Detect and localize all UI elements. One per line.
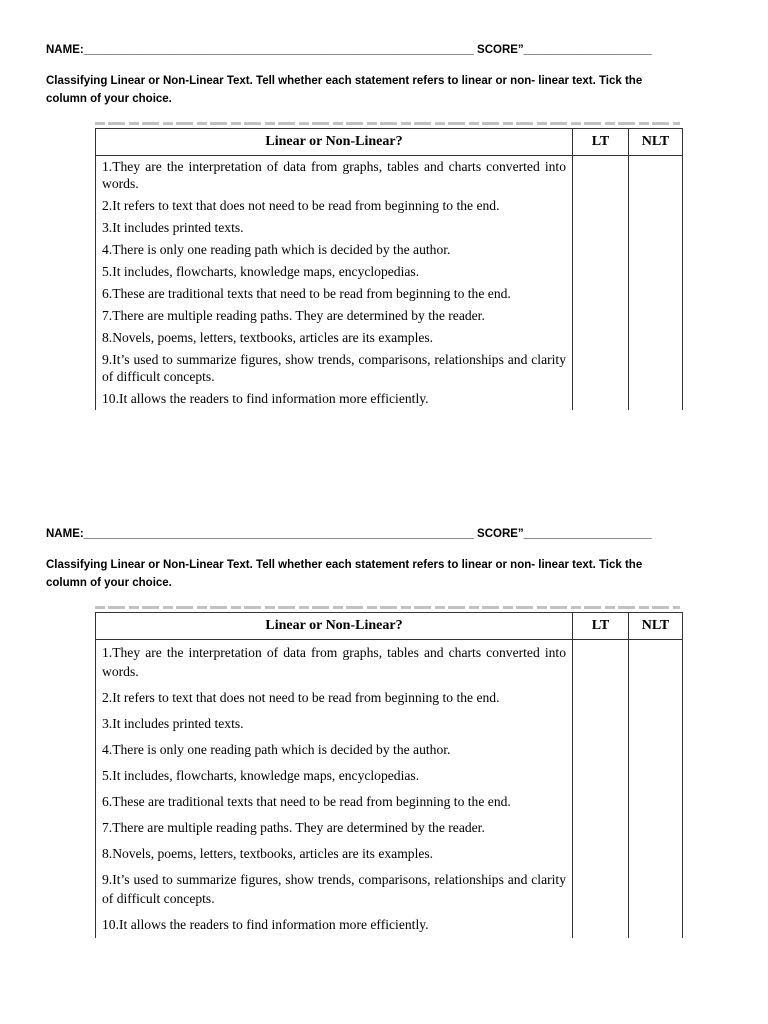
- lt-column-header: LT: [573, 613, 629, 640]
- statement-text: 3.It includes printed texts.: [96, 711, 573, 737]
- statement-text: 1.They are the interpretation of data from graphs, tables and charts converted into words.: [96, 156, 573, 196]
- nlt-tick-cell[interactable]: [629, 349, 683, 388]
- nlt-tick-cell[interactable]: [629, 156, 683, 196]
- lt-tick-cell[interactable]: [573, 640, 629, 686]
- nlt-tick-cell[interactable]: [629, 763, 683, 789]
- table-row: [96, 640, 683, 686]
- statement-text: 2.It refers to text that does not need to be read from beginning to the end.: [96, 685, 573, 711]
- nlt-tick-cell[interactable]: [629, 195, 683, 217]
- cropped-text-remnant: [95, 119, 680, 127]
- table-row: [96, 239, 683, 261]
- table-row: [96, 261, 683, 283]
- lt-tick-cell[interactable]: [573, 388, 629, 410]
- lt-tick-cell[interactable]: [573, 156, 629, 196]
- nlt-tick-cell[interactable]: [629, 737, 683, 763]
- statement-text: 7.There are multiple reading paths. They are determined by the reader.: [96, 815, 573, 841]
- statement-text: 1.They are the interpretation of data from graphs, tables and charts converted into words.: [96, 640, 573, 686]
- nlt-tick-cell[interactable]: [629, 239, 683, 261]
- instructions: Classifying Linear or Non-Linear Text. Tell whether each statement refers to linear or non- linear text. Tick the column of your choice.: [46, 75, 643, 105]
- statement-text: 6.These are traditional texts that need to be read from beginning to the end.: [96, 789, 573, 815]
- nlt-tick-cell[interactable]: [629, 640, 683, 686]
- table-row: [96, 685, 683, 711]
- table-row: [96, 737, 683, 763]
- table-row: [96, 867, 683, 912]
- statement-text: 3.It includes printed texts.: [96, 217, 573, 239]
- nlt-tick-cell[interactable]: [629, 217, 683, 239]
- nlt-tick-cell[interactable]: [629, 711, 683, 737]
- lt-tick-cell[interactable]: [573, 789, 629, 815]
- instructions: Classifying Linear or Non-Linear Text. Tell whether each statement refers to linear or non- linear text. Tick the column of your choice.: [46, 559, 643, 589]
- nlt-tick-cell[interactable]: [629, 327, 683, 349]
- lt-tick-cell[interactable]: [573, 815, 629, 841]
- nlt-tick-cell[interactable]: [629, 685, 683, 711]
- lt-column-header: LT: [573, 129, 629, 156]
- lt-tick-cell[interactable]: [573, 327, 629, 349]
- nlt-tick-cell[interactable]: [629, 841, 683, 867]
- lt-tick-cell[interactable]: [573, 711, 629, 737]
- statement-text: 10.It allows the readers to find information more efficiently.: [96, 388, 573, 410]
- statement-text: 5.It includes, flowcharts, knowledge maps, encyclopedias.: [96, 261, 573, 283]
- statement-text: 7.There are multiple reading paths. They are determined by the reader.: [96, 305, 573, 327]
- table-row: [96, 349, 683, 388]
- statement-column-header: Linear or Non-Linear?: [96, 613, 573, 640]
- statement-text: 10.It allows the readers to find information more efficiently.: [96, 912, 573, 938]
- nlt-tick-cell[interactable]: [629, 388, 683, 410]
- table-row: [96, 711, 683, 737]
- table-row: [96, 156, 683, 196]
- table-row: [96, 912, 683, 938]
- nlt-tick-cell[interactable]: [629, 789, 683, 815]
- lt-tick-cell[interactable]: [573, 217, 629, 239]
- table-row: [96, 195, 683, 217]
- table-row: [96, 815, 683, 841]
- lt-tick-cell[interactable]: [573, 912, 629, 938]
- lt-tick-cell[interactable]: [573, 841, 629, 867]
- lt-tick-cell[interactable]: [573, 867, 629, 912]
- nlt-column-header: NLT: [629, 129, 683, 156]
- lt-tick-cell[interactable]: [573, 737, 629, 763]
- statement-text: 4.There is only one reading path which is decided by the author.: [96, 239, 573, 261]
- lt-tick-cell[interactable]: [573, 195, 629, 217]
- statement-text: 6.These are traditional texts that need to be read from beginning to the end.: [96, 283, 573, 305]
- statement-text: 8.Novels, poems, letters, textbooks, articles are its examples.: [96, 327, 573, 349]
- classification-table: [95, 128, 683, 410]
- lt-tick-cell[interactable]: [573, 261, 629, 283]
- name-score-line[interactable]: NAME:_____________________________________________________________ SCORE”____________________: [46, 528, 652, 540]
- table-header-row: [96, 613, 683, 640]
- table-row: [96, 305, 683, 327]
- lt-tick-cell[interactable]: [573, 685, 629, 711]
- nlt-tick-cell[interactable]: [629, 261, 683, 283]
- nlt-column-header: NLT: [629, 613, 683, 640]
- nlt-tick-cell[interactable]: [629, 305, 683, 327]
- table-row: [96, 283, 683, 305]
- table-row: [96, 789, 683, 815]
- lt-tick-cell[interactable]: [573, 763, 629, 789]
- classification-table: [95, 612, 683, 938]
- statement-text: 9.It’s used to summarize figures, show trends, comparisons, relationships and clarity of difficult concepts.: [96, 867, 573, 912]
- nlt-tick-cell[interactable]: [629, 867, 683, 912]
- statement-text: 9.It’s used to summarize figures, show trends, comparisons, relationships and clarity of difficult concepts.: [96, 349, 573, 388]
- table-row: [96, 841, 683, 867]
- statement-text: 8.Novels, poems, letters, textbooks, articles are its examples.: [96, 841, 573, 867]
- lt-tick-cell[interactable]: [573, 305, 629, 327]
- table-row: [96, 217, 683, 239]
- lt-tick-cell[interactable]: [573, 239, 629, 261]
- nlt-tick-cell[interactable]: [629, 912, 683, 938]
- table-row: [96, 327, 683, 349]
- table-row: [96, 763, 683, 789]
- statement-column-header: Linear or Non-Linear?: [96, 129, 573, 156]
- statement-text: 4.There is only one reading path which is decided by the author.: [96, 737, 573, 763]
- nlt-tick-cell[interactable]: [629, 815, 683, 841]
- nlt-tick-cell[interactable]: [629, 283, 683, 305]
- name-score-line[interactable]: NAME:_____________________________________________________________ SCORE”____________________: [46, 44, 652, 56]
- lt-tick-cell[interactable]: [573, 349, 629, 388]
- table-header-row: [96, 129, 683, 156]
- lt-tick-cell[interactable]: [573, 283, 629, 305]
- table-row: [96, 388, 683, 410]
- cropped-text-remnant: [95, 603, 680, 611]
- statement-text: 5.It includes, flowcharts, knowledge maps, encyclopedias.: [96, 763, 573, 789]
- statement-text: 2.It refers to text that does not need to be read from beginning to the end.: [96, 195, 573, 217]
